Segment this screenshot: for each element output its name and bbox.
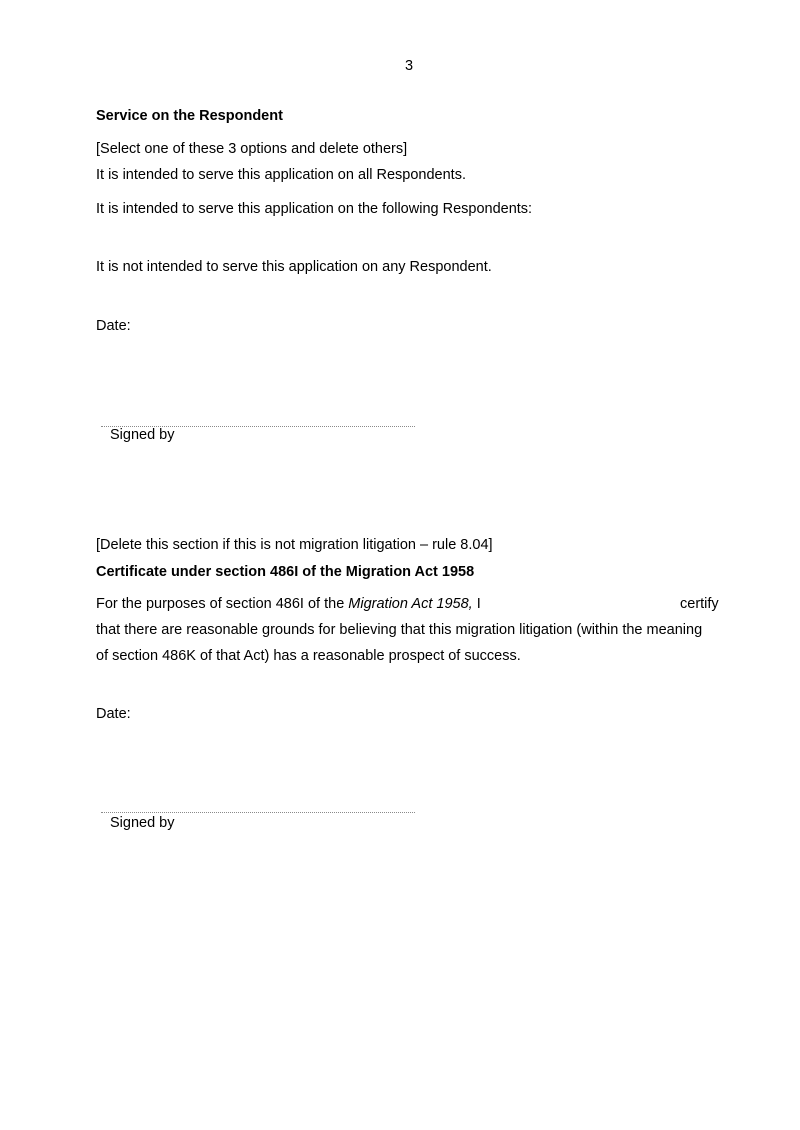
certificate-date-label: Date: — [96, 706, 131, 722]
service-date-label: Date: — [96, 318, 131, 334]
certificate-signed-by-label: Signed by — [110, 815, 175, 831]
certificate-line-3: of section 486K of that Act) has a reasonable prospect of success. — [96, 648, 521, 664]
signed-by-label: Signed by — [110, 427, 175, 443]
certify-word: certify — [680, 596, 719, 612]
certificate-heading: Certificate under section 486I of the Migration Act 1958 — [96, 564, 475, 580]
act-name: Migration Act 1958, — [348, 596, 473, 612]
certificate-line-2: that there are reasonable grounds for believing that this migration litigation (within the meaning — [96, 622, 703, 638]
certificate-line-1-i: I — [472, 596, 481, 612]
service-option-none: It is not intended to serve this application on any Respondent. — [96, 259, 492, 275]
service-instruction: [Select one of these 3 options and delete others] — [96, 141, 408, 157]
service-option-all: It is intended to serve this application on all Respondents. — [96, 167, 466, 183]
certificate-line-1 — [96, 595, 481, 613]
certificate-signature-line — [101, 812, 415, 813]
certificate-instruction: [Delete this section if this is not migration litigation – rule 8.04] — [96, 537, 493, 553]
certificate-line-1-prefix: For the purposes of section 486I of the — [96, 596, 349, 612]
page-number: 3 — [404, 58, 414, 74]
service-heading: Service on the Respondent — [96, 108, 283, 124]
service-option-following: It is intended to serve this application on the following Respondents: — [96, 201, 533, 217]
